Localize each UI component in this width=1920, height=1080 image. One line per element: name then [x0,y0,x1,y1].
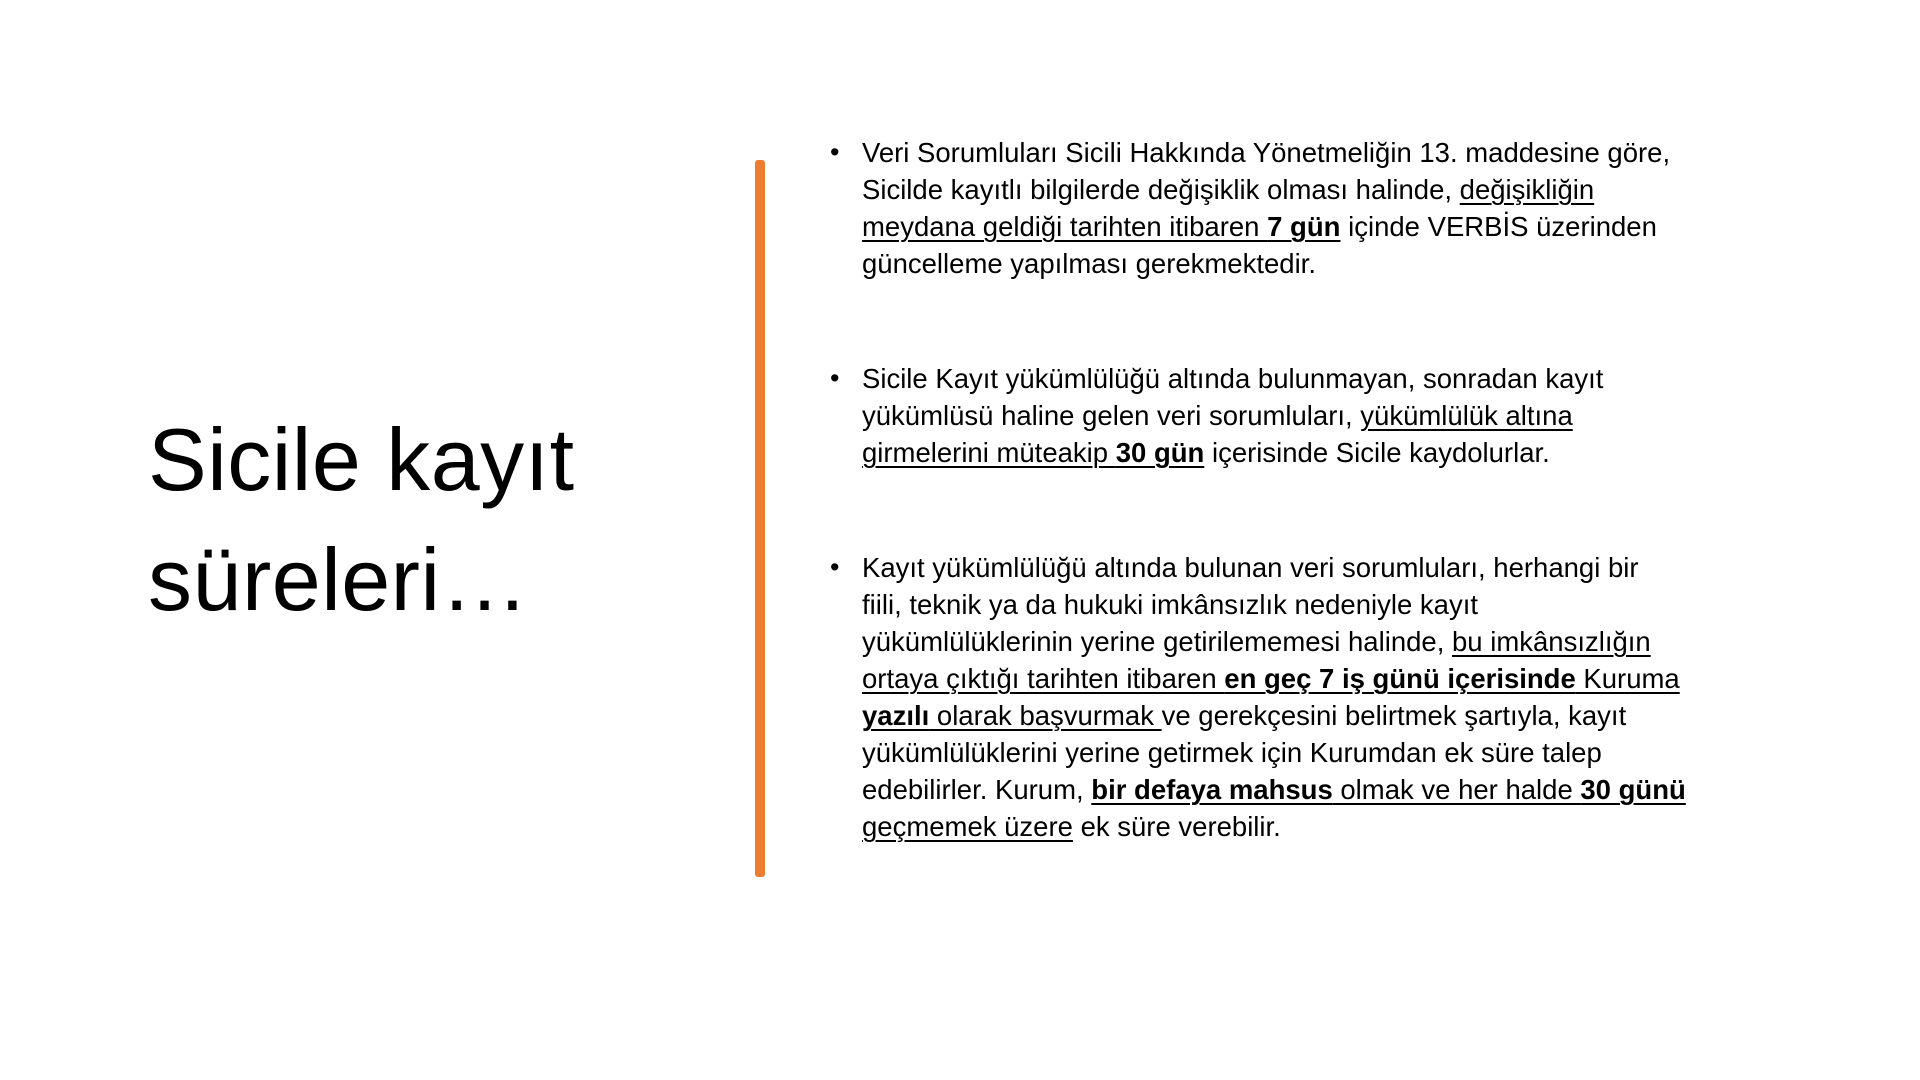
bullet-line: yükümlülüklerini yerine getirmek için Kurumdan ek süre talep [862,737,1602,768]
bullet-line: edebilirler. Kurum, bir defaya mahsus olmak ve her halde 30 günü [862,774,1686,805]
bullet-line: yazılı olarak başvurmak ve gerekçesini belirtmek şartıyla, kayıt [862,700,1627,731]
bullet-line: Sicilde kayıtlı bilgilerde değişiklik olması halinde, değişikliğin [862,174,1595,205]
accent-divider [755,160,765,877]
bullet-item [822,549,1822,845]
bullet-line: yükümlüsü haline gelen veri sorumluları, yükümlülük altına [862,400,1573,431]
title-line-1: Sicile kayıt [148,410,575,509]
bullet-dot-icon: • [830,137,840,167]
bullet-line: yükümlülüklerinin yerine getirilememesi halinde, bu imkânsızlığın [862,626,1651,657]
bullet-line: Sicile Kayıt yükümlülüğü altında bulunmayan, sonradan kayıt [862,363,1604,394]
bullet-line: fiili, teknik ya da hukuki imkânsızlık nedeniyle kayıt [862,589,1478,620]
bullet-line: güncelleme yapılması gerekmektedir. [862,248,1316,279]
bullet-line: meydana geldiği tarihten itibaren 7 gün içinde VERBİS üzerinden [862,211,1657,242]
title-line-2: süreleri… [148,530,530,629]
bullet-line: Kayıt yükümlülüğü altında bulunan veri sorumluları, herhangi bir [862,552,1639,583]
bullet-line: girmelerini müteakip 30 gün içerisinde Sicile kaydolurlar. [862,437,1550,468]
bullet-dot-icon: • [830,363,840,393]
bullet-line: Veri Sorumluları Sicili Hakkında Yönetmeliğin 13. maddesine göre, [862,137,1671,168]
bullet-item [822,360,1822,471]
bullet-line: geçmemek üzere ek süre verebilir. [862,811,1281,842]
bullet-item [822,134,1822,282]
bullet-dot-icon: • [830,552,840,582]
slide-title [148,400,708,640]
bullet-line: ortaya çıktığı tarihten itibaren en geç 7 iş günü içerisinde Kuruma [862,663,1680,694]
